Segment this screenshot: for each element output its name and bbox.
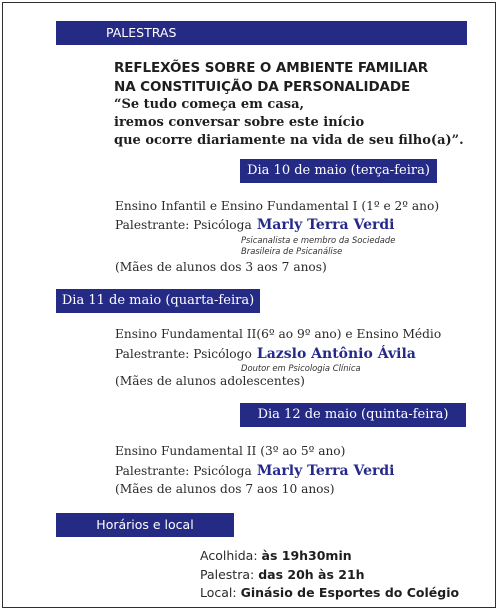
header-bar — [56, 21, 467, 45]
session-audience: (Mães de alunos dos 7 aos 10 anos) — [115, 482, 335, 496]
talk-label: Palestra: — [200, 567, 255, 582]
speaker-name: Marly Terra Verdi — [256, 217, 395, 233]
quote-line-2: iremos conversar sobre este início — [114, 115, 365, 130]
schedule-bar — [56, 513, 234, 537]
speaker-prefix: Palestrante: Psicólogo — [115, 347, 252, 361]
speaker-credentials-1: Psicanalista e membro da Sociedade — [241, 235, 396, 245]
session-level: Ensino Fundamental II (3º ao 5º ano) — [115, 444, 346, 458]
session-date-bar — [240, 403, 466, 427]
title-line-1: REFLEXÕES SOBRE O AMBIENTE FAMILIAR — [114, 60, 429, 76]
speaker-credentials-1: Doutor em Psicologia Clínica — [241, 363, 361, 373]
speaker-line — [115, 343, 416, 362]
quote-line-3: que ocorre diariamente na vida de seu filho(a)”. — [114, 133, 464, 148]
welcome-line — [200, 548, 352, 563]
session-level: Ensino Infantil e Ensino Fundamental I (1º e 2º ano) — [115, 199, 440, 213]
speaker-name: Marly Terra Verdi — [256, 463, 395, 479]
place-value: Ginásio de Esportes do Colégio — [240, 585, 460, 600]
schedule-heading: Horários e local — [96, 517, 194, 532]
talk-line — [200, 567, 365, 582]
speaker-credentials-2: Brasileira de Psicanálise — [241, 246, 343, 256]
speaker-line — [115, 214, 394, 233]
session-date: Dia 12 de maio (quinta-feira) — [257, 407, 449, 422]
place-label: Local: — [200, 585, 237, 600]
quote-line-1: “Se tudo começa em casa, — [114, 97, 305, 112]
session-date-bar — [56, 289, 260, 313]
welcome-label: Acolhida: — [200, 548, 258, 563]
place-line — [200, 585, 459, 600]
speaker-prefix: Palestrante: Psicóloga — [115, 218, 252, 232]
session-date: Dia 11 de maio (quarta-feira) — [61, 293, 255, 308]
session-date-bar — [240, 159, 437, 183]
speaker-prefix: Palestrante: Psicóloga — [115, 464, 252, 478]
session-level: Ensino Fundamental II(6º ao 9º ano) e Ensino Médio — [115, 327, 442, 341]
header-label: PALESTRAS — [106, 25, 177, 40]
speaker-line — [115, 460, 394, 479]
session-audience: (Mães de alunos adolescentes) — [115, 374, 305, 388]
session-audience: (Mães de alunos dos 3 aos 7 anos) — [115, 260, 327, 274]
session-date: Dia 10 de maio (terça-feira) — [247, 163, 430, 178]
title-line-2: NA CONSTITUIÇÃO DA PERSONALIDADE — [114, 79, 411, 95]
speaker-name: Lazslo Antônio Ávila — [256, 346, 416, 362]
welcome-value: às 19h30min — [261, 548, 352, 563]
talk-value: das 20h às 21h — [258, 567, 365, 582]
